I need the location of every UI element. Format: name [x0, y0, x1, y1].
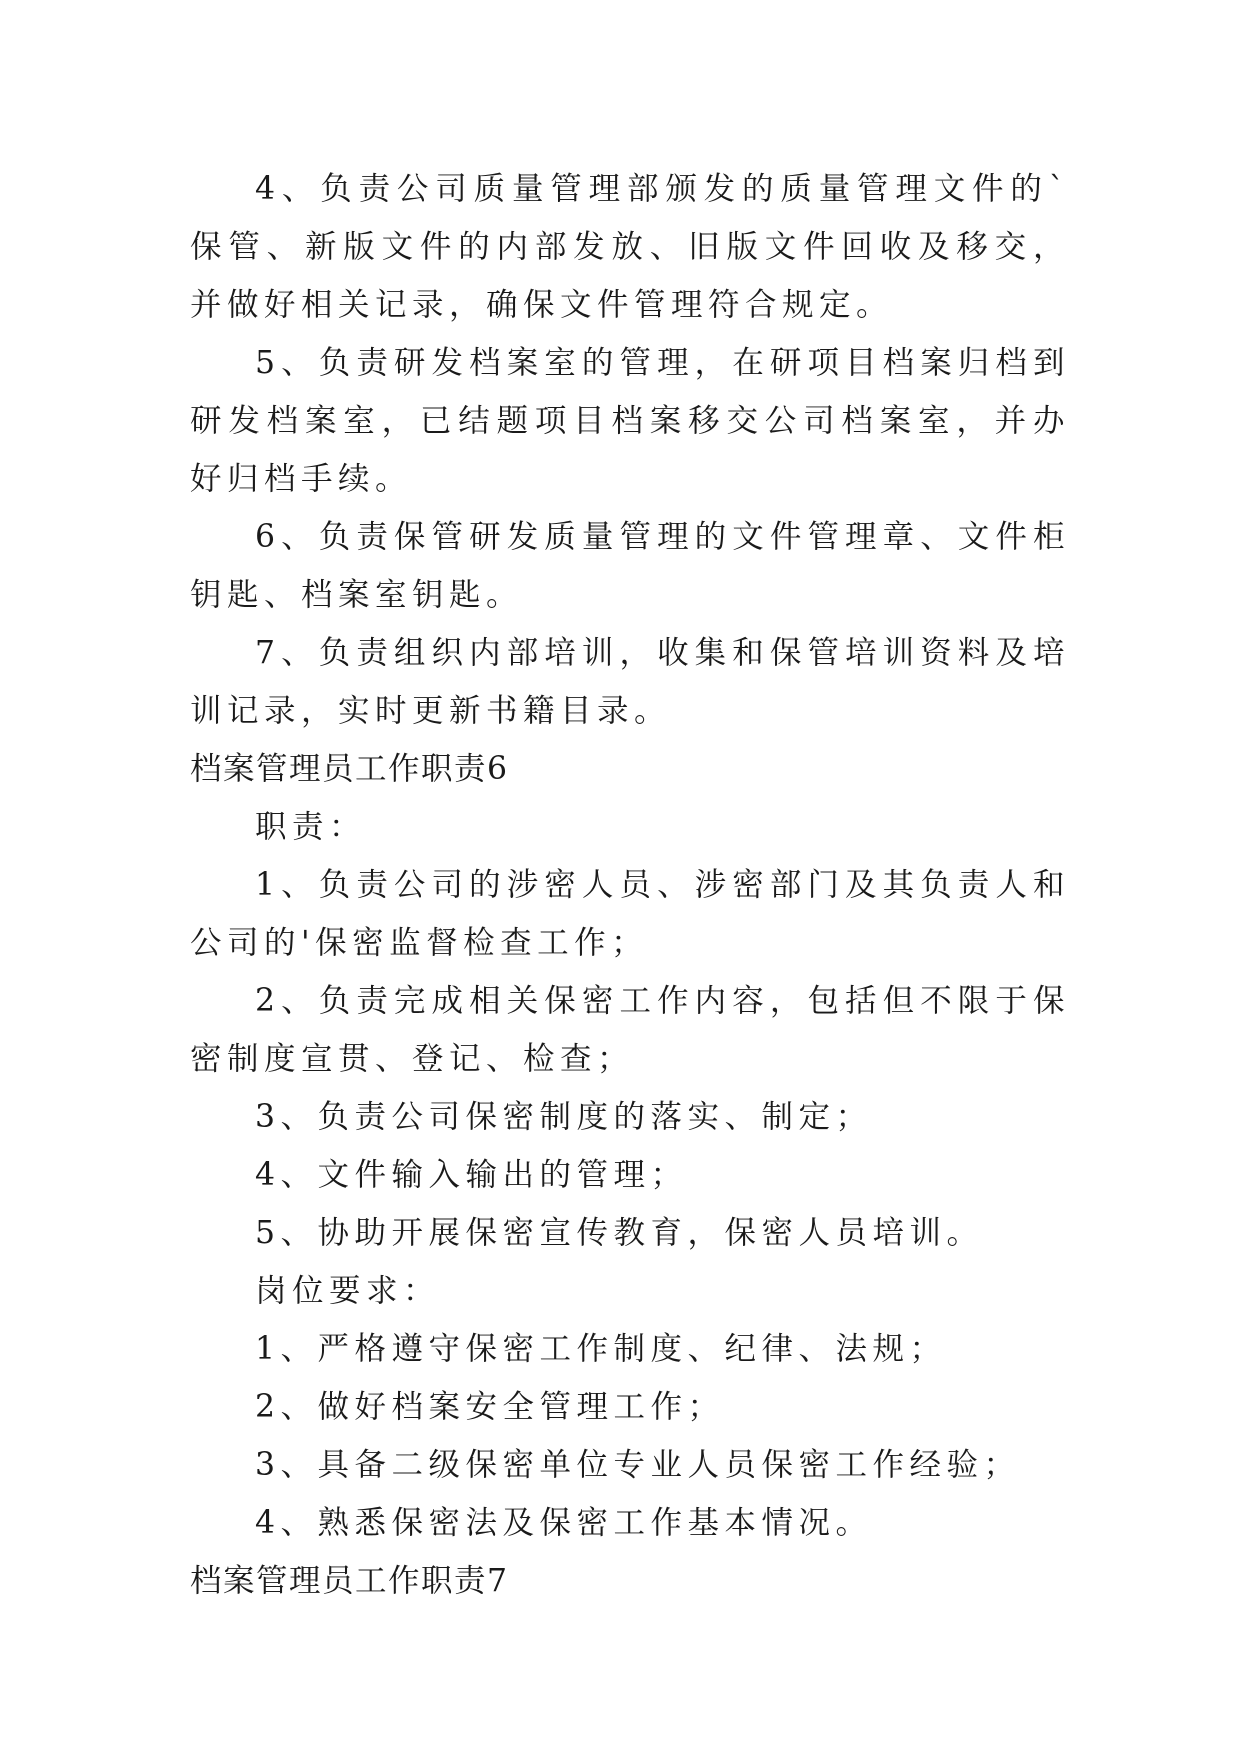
section-heading: 档案管理员工作职责7 [190, 1563, 509, 1599]
paragraph: 1、负责公司的涉密人员、涉密部门及其负责人和公司的'保密监督检查工作； [190, 867, 1070, 961]
paragraph: 6、负责保管研发质量管理的文件管理章、文件柜钥匙、档案室钥匙。 [190, 519, 1070, 613]
section-heading: 档案管理员工作职责6 [190, 751, 509, 787]
paragraph: 7、负责组织内部培训，收集和保管培训资料及培训记录，实时更新书籍目录。 [190, 635, 1070, 729]
paragraph: 5、负责研发档案室的管理，在研项目档案归档到研发档案室，已结题项目档案移交公司档案室，并办好归档手续。 [190, 345, 1070, 497]
paragraph: 职责： [255, 809, 367, 845]
paragraph: 5、协助开展保密宣传教育，保密人员培训。 [255, 1215, 984, 1251]
paragraph: 1、严格遵守保密工作制度、纪律、法规； [255, 1331, 947, 1367]
paragraph: 4、负责公司质量管理部颁发的质量管理文件的`保管、新版文件的内部发放、旧版文件回收及移交，并做好相关记录，确保文件管理符合规定。 [190, 171, 1070, 323]
paragraph: 3、负责公司保密制度的落实、制定； [255, 1099, 873, 1135]
paragraph: 3、具备二级保密单位专业人员保密工作经验； [255, 1447, 1021, 1483]
paragraph: 4、文件输入输出的管理； [255, 1157, 688, 1193]
paragraph: 2、做好档案安全管理工作； [255, 1389, 725, 1425]
paragraph: 岗位要求： [255, 1273, 441, 1309]
document-body [190, 160, 1070, 1610]
paragraph: 2、负责完成相关保密工作内容，包括但不限于保密制度宣贯、登记、检查； [190, 983, 1070, 1077]
paragraph: 4、熟悉保密法及保密工作基本情况。 [255, 1505, 873, 1541]
